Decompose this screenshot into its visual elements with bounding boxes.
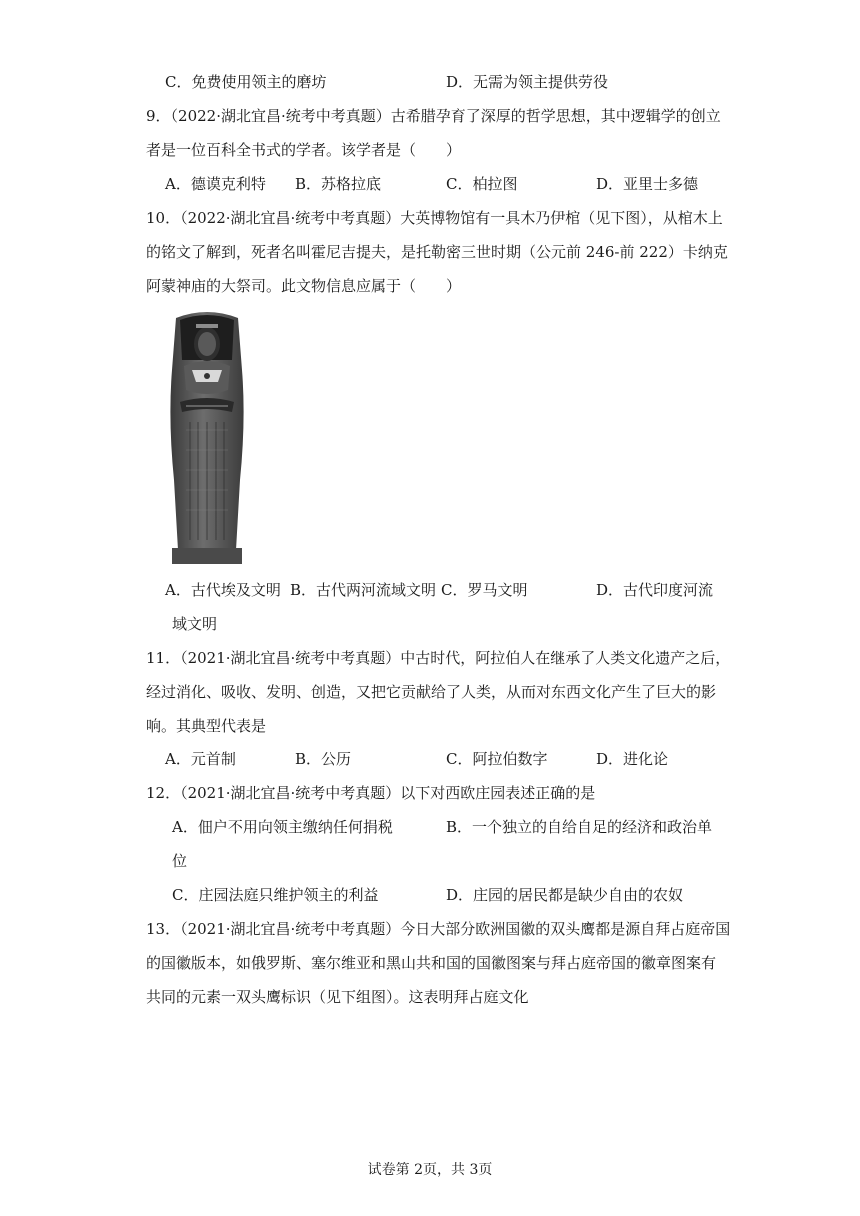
q10-option-a: A．古代埃及文明 <box>165 581 281 599</box>
q11-option-d: D．进化论 <box>596 750 669 768</box>
q13-stem-line-1: 13．（2021·湖北宜昌·统考中考真题）今日大部分欧洲国徽的双头鹰都是源自拜占庭帝国 <box>146 920 731 938</box>
q13-stem-line-2: 的国徽版本，如俄罗斯、塞尔维亚和黑山共和国的国徽图案与拜占庭帝国的徽章图案有 <box>146 954 717 972</box>
q12-stem-line-1: 12．（2021·湖北宜昌·统考中考真题）以下对西欧庄园表述正确的是 <box>146 784 596 802</box>
mummy-coffin-image <box>156 310 258 566</box>
q11-stem-line-1: 11．（2021·湖北宜昌·统考中考真题）中古时代，阿拉伯人在继承了人类文化遗产之后， <box>146 649 731 667</box>
q10-stem-line-1: 10．（2022·湖北宜昌·统考中考真题）大英博物馆有一具木乃伊棺（见下图），从棺木上 <box>146 209 723 227</box>
q10-option-b: B．古代两河流域文明 <box>290 581 437 599</box>
q12-option-a: A．佃户不用向领主缴纳任何捐税 <box>172 818 393 836</box>
q10-stem-line-2: 的铭文了解到，死者名叫霍尼吉提夫，是托勒密三世时期（公元前 246-前 222）卡纳克 <box>146 243 728 261</box>
q10-stem-line-3: 阿蒙神庙的大祭司。此文物信息应属于（ ） <box>146 277 462 295</box>
q8-option-c: C．免费使用领主的磨坊 <box>165 73 327 91</box>
q11-option-a: A．元首制 <box>165 750 236 768</box>
q10-option-d-continuation: 域文明 <box>172 615 218 633</box>
q9-stem-line-1: 9．（2022·湖北宜昌·统考中考真题）古希腊孕育了深厚的哲学思想，其中逻辑学的创立 <box>146 107 721 125</box>
q9-option-c: C．柏拉图 <box>446 175 518 193</box>
q11-stem-line-2: 经过消化、吸收、发明、创造，又把它贡献给了人类，从而对东西文化产生了巨大的影 <box>146 683 717 701</box>
q13-stem-line-3: 共同的元素一双头鹰标识（见下组图）。这表明拜占庭文化 <box>146 988 529 1006</box>
q8-option-d: D．无需为领主提供劳役 <box>446 73 609 91</box>
q12-option-b: B．一个独立的自给自足的经济和政治单 <box>446 818 713 836</box>
q12-option-d: D．庄园的居民都是缺少自由的农奴 <box>446 886 684 904</box>
q9-option-a: A．德谟克利特 <box>165 175 266 193</box>
q10-option-c: C．罗马文明 <box>441 581 528 599</box>
q10-option-d: D．古代印度河流 <box>596 581 714 599</box>
q11-option-c: C．阿拉伯数字 <box>446 750 548 768</box>
q11-stem-line-3: 响。其典型代表是 <box>146 717 267 735</box>
q12-option-b-continuation: 位 <box>172 852 188 870</box>
q9-stem-line-2: 者是一位百科全书式的学者。该学者是（ ） <box>146 141 462 159</box>
q12-option-c: C．庄园法庭只维护领主的利益 <box>172 886 379 904</box>
q11-option-b: B．公历 <box>295 750 352 768</box>
q9-option-b: B．苏格拉底 <box>295 175 382 193</box>
q9-option-d: D．亚里士多德 <box>596 175 699 193</box>
page-footer: 试卷第 2页，共 3页 <box>367 1162 493 1178</box>
